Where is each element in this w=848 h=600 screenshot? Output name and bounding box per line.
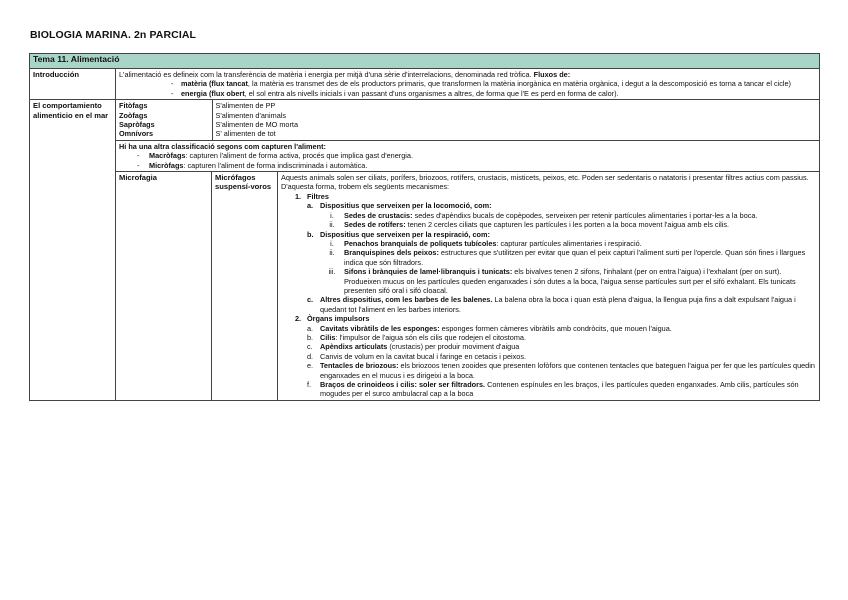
list-marker: e. — [307, 361, 314, 371]
list-title: Dispositius que serveixen per la locomoció, com: — [320, 201, 492, 211]
capture-text: : capturen l'aliment de forma activa, procés que implica gast d'energia. — [185, 151, 413, 161]
list-marker: c. — [307, 295, 314, 305]
item-bold: Apèndixs articulats — [320, 342, 388, 352]
list-item — [281, 220, 816, 229]
mechanisms-cell — [278, 172, 820, 401]
class-name: Fitòfags — [119, 101, 148, 111]
document-title: BIOLOGIA MARINA. 2n PARCIAL — [30, 29, 197, 41]
list-item — [281, 314, 816, 323]
item-text: els briozoos tenen zooides que presenten lofòfors que contenen tentacles que bateguen l'aigua per fer que les partícules quedin enganxades en el mucus i es dirigeixi a la boca. — [320, 361, 815, 380]
list-item — [281, 333, 816, 342]
item-text: La balena obra la boca i quan està plena d'aigua, la llengua puja fins a dalt expulsant l'aigua i quedant tot l'aliment en les barbes interiors. — [320, 295, 796, 314]
item-text: esponges formen càmeres vibràtils amb condròcits, que mouen l'aigua. — [439, 323, 672, 333]
intro-text: L'alimentació es defineix com la transferència de matèria i energia per mitjà d'una sèrie d'interrelacions, denominada red tròfica. — [119, 70, 534, 79]
list-title: Òrgans impulsors — [307, 314, 370, 324]
item-bold: Sedes de rotífers: — [344, 220, 406, 230]
list-item — [281, 342, 816, 351]
item-bold: Sedes de crustacis: — [344, 210, 413, 220]
list-title: Dispositius que serveixen per la respiració, com: — [320, 229, 490, 239]
list-item — [281, 211, 816, 220]
classification-table — [116, 100, 819, 140]
list-marker: b. — [307, 229, 314, 239]
item-text: : capturar partícules alimentaries i respiració. — [496, 238, 642, 248]
microfagia-label: Microfagia — [116, 172, 212, 401]
capture-bold: Macròfags — [149, 151, 186, 161]
list-item — [281, 239, 816, 248]
list-item — [281, 361, 816, 380]
item-bold: Penachos branquials de poliquets tubícoles — [344, 238, 497, 248]
list-item — [281, 267, 816, 295]
capture-title: Hi ha una altra classificació segons com capturen l'aliment: — [119, 141, 326, 151]
list-marker: ii. — [329, 248, 335, 258]
class-name: Omnívors — [119, 129, 154, 139]
list-marker: 2. — [295, 314, 302, 324]
item-bold: Cilis — [320, 332, 336, 342]
list-marker: 1. — [295, 191, 302, 201]
item-bold: Cavitats vibràtils de les esponges: — [320, 323, 440, 333]
list-item — [281, 192, 816, 201]
capture-text: : capturen l'aliment de forma indiscriminada i automàtica. — [183, 160, 368, 170]
bullet-dash: - — [171, 79, 174, 89]
list-item — [281, 324, 816, 333]
list-marker: ii. — [329, 220, 335, 230]
list-item — [281, 248, 816, 267]
class-desc: S' alimenten de tot — [215, 129, 276, 139]
item-text: tenen 2 cercles ciliats que capturen les partícules i les porten a la boca movent l'aigua amb els cilis. — [405, 220, 730, 230]
item-bold: Altres dispositius, com les barbes de les balenes. — [320, 295, 493, 305]
item-text: els bivalves tenen 2 sifons, l'inhalant (per on entra l'aigua) i l'exhalant (per on surt). Produeixen mucus on les partícules queden enganxades i són dutes a la boca, l'aigua sense partícules surt per el sifó exhalant. Els tunicats presenten sifó oral i sifó cloacal. — [344, 267, 796, 295]
list-item — [281, 380, 816, 399]
bullet-bold: energia (flux obert — [181, 88, 245, 98]
list-marker: c. — [307, 342, 313, 352]
list-marker: i. — [330, 210, 334, 220]
content-table — [29, 53, 820, 401]
item-text: Canvis de volum en la cavitat bucal i faringe en cetacis i peixos. — [320, 351, 527, 361]
intro-bullet — [119, 89, 816, 98]
capture-item — [119, 161, 816, 170]
classification-cell — [116, 100, 820, 141]
list-marker: iii. — [328, 267, 336, 277]
bullet-text: , la matèria es transmet des de els productors primaris, que transformen la matèria inorgànica en matèria orgànica, i degut a la descomposició es torna a tancar el cicle) — [247, 79, 791, 89]
behavior-label: El comportamiento alimenticio en el mar — [30, 100, 116, 401]
list-marker: f. — [307, 380, 312, 389]
bullet-bold: matèria (flux tancat — [181, 79, 248, 89]
intro-content — [116, 69, 820, 100]
class-desc: S'alimenten de PP — [215, 101, 276, 111]
item-bold: Tentacles de briozous: — [320, 361, 399, 371]
intro-fluxes-label: Fluxos de: — [533, 70, 571, 79]
list-marker: b. — [307, 332, 314, 342]
class-desc: S'alimenten de MO morta — [215, 120, 299, 130]
list-item — [281, 201, 816, 210]
intro-bullet — [119, 79, 816, 88]
mechanisms-intro: Aquests animals solen ser ciliats, porífers, briozoos, rotífers, crustacis, misticets, peixos, etc. Poden ser sedentaris o natatoris i presentar filtres actius com passius. D'aquesta forma, trobem els següents mecanismes: — [281, 173, 809, 192]
item-text: estructures que s'utilitzen per evitar que quan el peix capturi l'aliment surti per l'opercle. Quan són fines i llargues indica que són filtradors. — [344, 248, 806, 267]
item-text: (crustacis) per produir moviment d'aigua — [387, 342, 520, 352]
bullet-dash: - — [137, 151, 140, 161]
item-bold: Sifons i brànquies de lamel·libranquis i tunicats: — [344, 267, 513, 277]
capture-bold: Micròfags — [149, 160, 184, 170]
list-item — [281, 230, 816, 239]
bullet-dash: - — [171, 88, 174, 98]
list-marker: a. — [307, 323, 314, 333]
item-text: Contenen espínules en les braços, i les partícules queden enganxades. Amb cilis, partícules són mogudes per el surco ambulacral cap a la boca — [320, 380, 799, 399]
item-text: : l'impulsor de l'aigua són els cilis que rodejen el citostoma. — [335, 332, 526, 342]
intro-label: Introducción — [30, 69, 116, 100]
list-item — [281, 295, 816, 314]
list-marker: i. — [330, 238, 334, 248]
list-title: Filtres — [307, 191, 329, 201]
list-item — [281, 352, 816, 361]
class-desc: S'alimenten d'animals — [215, 110, 287, 120]
item-text: sedes d'apèndixs bucals de copèpodes, serveixen per retenir partícules alimentaries i portar-les a la boca. — [412, 210, 758, 220]
bullet-text: , el sol entra als nivells inicials i van passant d'uns organismes a altres, de forma que l'E es perd en forma de calor). — [244, 88, 619, 98]
class-name: Zoòfags — [119, 110, 148, 120]
microfagos-label: Micrófagos suspensí-voros — [212, 172, 278, 401]
item-bold: Braços de crinoideos i cilis: soler ser filtradors. — [320, 380, 486, 389]
section-header: Tema 11. Alimentació — [30, 54, 820, 69]
list-marker: d. — [307, 351, 314, 361]
class-name: Sapròfags — [119, 120, 155, 130]
intro-paragraph — [119, 70, 816, 79]
item-bold: Branquispines dels peixos: — [344, 248, 439, 258]
bullet-dash: - — [137, 160, 140, 170]
list-marker: a. — [307, 201, 314, 211]
capture-item — [119, 151, 816, 160]
capture-cell — [116, 140, 820, 171]
